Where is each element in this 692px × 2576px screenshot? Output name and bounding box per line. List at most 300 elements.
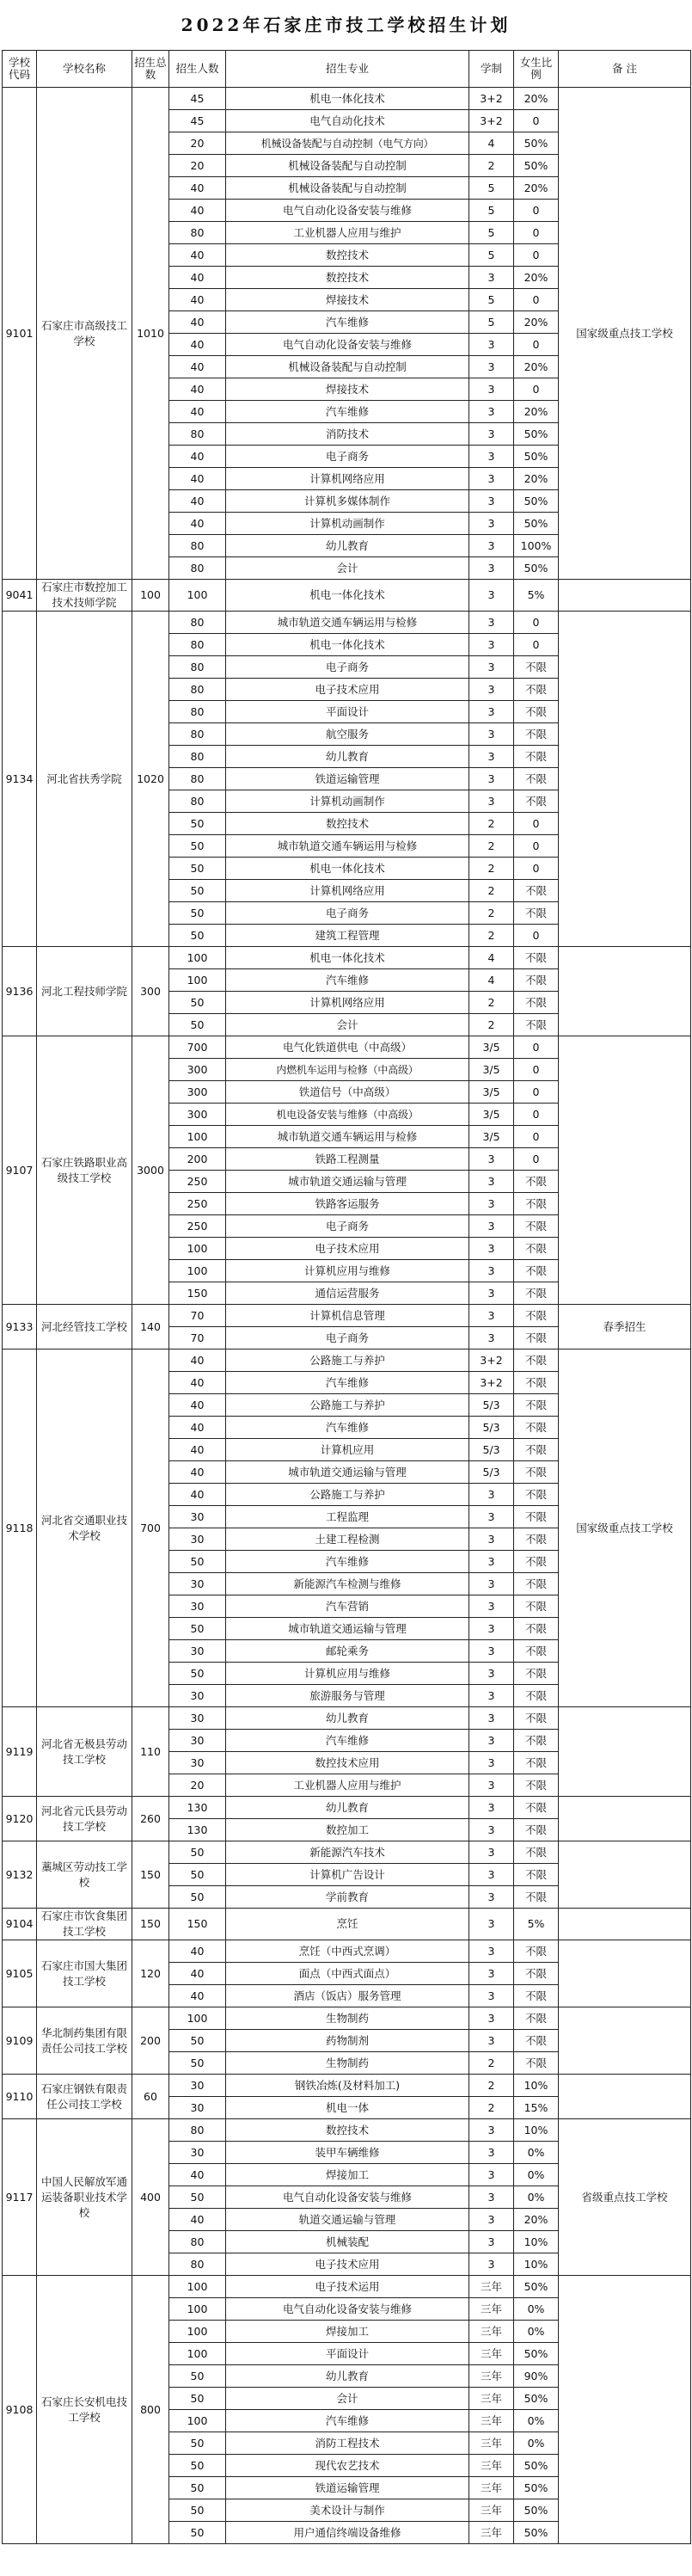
study-years: 3 (469, 1841, 514, 1864)
study-years: 3 (469, 1940, 514, 1963)
study-years: 3 (469, 2164, 514, 2186)
study-years: 3/5 (469, 1104, 514, 1126)
major-name: 铁道运输管理 (226, 2477, 469, 2499)
study-years: 3 (469, 1886, 514, 1909)
study-years: 三年 (469, 2455, 514, 2477)
school-name: 华北制药集团有限责任公司技工学校 (37, 2007, 132, 2075)
major-name: 汽车维修 (226, 311, 469, 334)
major-name: 计算机多媒体制作 (226, 490, 469, 513)
major-name: 土建工程检测 (226, 1528, 469, 1551)
female-ratio: 不限 (514, 746, 559, 768)
major-name: 通信运营服务 (226, 1282, 469, 1305)
study-years: 3 (469, 378, 514, 401)
school-code: 9104 (3, 1909, 37, 1940)
study-years: 5/3 (469, 1461, 514, 1484)
school-code: 9117 (3, 2119, 37, 2276)
enroll-count: 40 (169, 378, 226, 401)
study-years: 3 (469, 634, 514, 656)
school-note: 国家级重点技工学校 (559, 88, 691, 580)
enroll-count: 45 (169, 110, 226, 132)
female-ratio: 5% (514, 580, 559, 612)
female-ratio: 不限 (514, 1774, 559, 1797)
female-ratio: 20% (514, 267, 559, 289)
major-name: 航空服务 (226, 723, 469, 746)
enroll-count: 50 (169, 992, 226, 1014)
study-years: 2 (469, 835, 514, 858)
enroll-count: 50 (169, 2477, 226, 2499)
major-name: 幼儿教育 (226, 535, 469, 557)
major-name: 城市轨道交通车辆运用与检修 (226, 612, 469, 634)
study-years: 3 (469, 1685, 514, 1707)
enroll-count: 50 (169, 1014, 226, 1036)
enroll-count: 300 (169, 1081, 226, 1104)
table-row (3, 1797, 691, 1819)
major-name: 铁路工程测量 (226, 1148, 469, 1171)
female-ratio: 不限 (514, 1484, 559, 1506)
school-total: 400 (132, 2119, 169, 2276)
enroll-count: 100 (169, 947, 226, 969)
school-name: 石家庄铁路职业高级技工学校 (37, 1036, 132, 1305)
enroll-count: 30 (169, 1640, 226, 1663)
header-female: 女生比例 (514, 51, 559, 88)
study-years: 5 (469, 311, 514, 334)
female-ratio: 不限 (514, 679, 559, 701)
female-ratio: 不限 (514, 701, 559, 723)
enroll-count: 50 (169, 1864, 226, 1886)
enroll-count: 100 (169, 2410, 226, 2432)
female-ratio: 0% (514, 2410, 559, 2432)
study-years: 3 (469, 1819, 514, 1841)
female-ratio: 0 (514, 1036, 559, 1059)
school-total: 150 (132, 1841, 169, 1909)
enroll-count: 40 (169, 1349, 226, 1372)
female-ratio: 不限 (514, 1193, 559, 1215)
enroll-count: 40 (169, 1461, 226, 1484)
study-years: 3/5 (469, 1036, 514, 1059)
header-note: 备 注 (559, 51, 691, 88)
study-years: 3 (469, 1327, 514, 1349)
enroll-count: 50 (169, 902, 226, 925)
female-ratio: 不限 (514, 2030, 559, 2052)
study-years: 3+2 (469, 1349, 514, 1372)
school-note: 国家级重点技工学校 (559, 1349, 691, 1707)
school-note (559, 580, 691, 612)
female-ratio: 不限 (514, 1551, 559, 1573)
school-code: 9105 (3, 1940, 37, 2007)
study-years: 3 (469, 2231, 514, 2253)
major-name: 平面设计 (226, 701, 469, 723)
table-body (3, 88, 691, 2544)
enroll-count: 40 (169, 200, 226, 222)
school-name: 河北省无极县劳动技工学校 (37, 1707, 132, 1797)
major-name: 计算机网络应用 (226, 468, 469, 490)
study-years: 3/5 (469, 1059, 514, 1081)
female-ratio: 15% (514, 2097, 559, 2119)
study-years: 三年 (469, 2343, 514, 2365)
study-years: 3 (469, 446, 514, 468)
female-ratio: 0% (514, 2298, 559, 2321)
major-name: 计算机网络应用 (226, 880, 469, 902)
study-years: 3 (469, 1260, 514, 1282)
study-years: 3 (469, 1484, 514, 1506)
female-ratio: 0 (514, 378, 559, 401)
female-ratio: 20% (514, 468, 559, 490)
school-name: 石家庄市数控加工技术技师学院 (37, 580, 132, 612)
enroll-count: 40 (169, 1394, 226, 1417)
enroll-count: 40 (169, 1963, 226, 1985)
enroll-count: 30 (169, 1573, 226, 1595)
table-row (3, 947, 691, 969)
table-row (3, 2119, 691, 2142)
major-name: 新能源汽车技术 (226, 1841, 469, 1864)
major-name: 机电一体化技术 (226, 580, 469, 612)
study-years: 3 (469, 1963, 514, 1985)
female-ratio: 不限 (514, 1305, 559, 1327)
enroll-count: 45 (169, 88, 226, 110)
enroll-count: 80 (169, 746, 226, 768)
enroll-count: 80 (169, 535, 226, 557)
table-row (3, 612, 691, 634)
enroll-count: 100 (169, 2298, 226, 2321)
major-name: 工业机器人应用与维护 (226, 222, 469, 244)
enroll-count: 50 (169, 2030, 226, 2052)
page-title: 2022年石家庄市技工学校招生计划 (181, 15, 511, 35)
school-total: 800 (132, 2276, 169, 2544)
major-name: 城市轨道交通运输与管理 (226, 1171, 469, 1193)
female-ratio: 0 (514, 222, 559, 244)
enroll-count: 50 (169, 1663, 226, 1685)
study-years: 3 (469, 1148, 514, 1171)
enroll-count: 50 (169, 1886, 226, 1909)
school-total: 1020 (132, 612, 169, 947)
female-ratio: 0 (514, 634, 559, 656)
major-name: 电子技术应用 (226, 2253, 469, 2276)
major-name: 消防技术 (226, 423, 469, 446)
study-years: 3 (469, 1752, 514, 1774)
female-ratio: 不限 (514, 1886, 559, 1909)
enroll-count: 40 (169, 244, 226, 267)
enroll-count: 40 (169, 401, 226, 423)
female-ratio: 0 (514, 1126, 559, 1148)
enroll-count: 250 (169, 1215, 226, 1238)
female-ratio: 0 (514, 1148, 559, 1171)
female-ratio: 0 (514, 612, 559, 634)
study-years: 5 (469, 200, 514, 222)
enroll-count: 150 (169, 1909, 226, 1940)
major-name: 汽车维修 (226, 2410, 469, 2432)
enroll-count: 20 (169, 1774, 226, 1797)
major-name: 数控技术 (226, 267, 469, 289)
enroll-count: 20 (169, 155, 226, 177)
female-ratio: 50% (514, 2276, 559, 2298)
major-name: 机电一体 (226, 2097, 469, 2119)
header-major: 招生专业 (226, 51, 469, 88)
study-years: 3 (469, 2142, 514, 2164)
female-ratio: 不限 (514, 1394, 559, 1417)
study-years: 5 (469, 244, 514, 267)
major-name: 数控加工 (226, 1819, 469, 1841)
major-name: 酒店（饭店）服务管理 (226, 1985, 469, 2007)
female-ratio: 不限 (514, 1819, 559, 1841)
major-name: 汽车维修 (226, 401, 469, 423)
major-name: 烹饪 (226, 1909, 469, 1940)
study-years: 2 (469, 2075, 514, 2097)
enroll-count: 300 (169, 1104, 226, 1126)
female-ratio: 20% (514, 356, 559, 378)
female-ratio: 50% (514, 2455, 559, 2477)
major-name: 城市轨道交通车辆运用与检修 (226, 1126, 469, 1148)
major-name: 焊接技术 (226, 289, 469, 311)
female-ratio: 50% (514, 513, 559, 535)
study-years: 3 (469, 1864, 514, 1886)
female-ratio: 不限 (514, 1752, 559, 1774)
enroll-count: 70 (169, 1305, 226, 1327)
enroll-count: 30 (169, 2142, 226, 2164)
school-code: 9134 (3, 612, 37, 947)
enroll-count: 100 (169, 1238, 226, 1260)
enroll-count: 40 (169, 2209, 226, 2231)
study-years: 三年 (469, 2388, 514, 2410)
major-name: 城市轨道交通车辆运用与检修 (226, 835, 469, 858)
study-years: 3 (469, 356, 514, 378)
enroll-count: 100 (169, 580, 226, 612)
school-name: 河北工程技师学院 (37, 947, 132, 1036)
enroll-count: 30 (169, 2097, 226, 2119)
enroll-count: 70 (169, 1327, 226, 1349)
major-name: 新能源汽车检测与维修 (226, 1573, 469, 1595)
enroll-count: 80 (169, 423, 226, 446)
major-name: 铁道信号（中高级） (226, 1081, 469, 1104)
major-name: 铁路客运服务 (226, 1193, 469, 1215)
enroll-count: 50 (169, 2186, 226, 2209)
school-note (559, 612, 691, 947)
female-ratio: 不限 (514, 902, 559, 925)
female-ratio: 不限 (514, 768, 559, 790)
enroll-count: 80 (169, 701, 226, 723)
enroll-count: 80 (169, 612, 226, 634)
major-name: 电子商务 (226, 1327, 469, 1349)
major-name: 电气自动化技术 (226, 110, 469, 132)
enroll-count: 50 (169, 2432, 226, 2455)
study-years: 3 (469, 401, 514, 423)
enroll-count: 40 (169, 1940, 226, 1963)
school-name: 藁城区劳动技工学校 (37, 1841, 132, 1909)
study-years: 4 (469, 132, 514, 155)
enroll-count: 80 (169, 790, 226, 813)
major-name: 学前教育 (226, 1886, 469, 1909)
enroll-count: 50 (169, 2365, 226, 2388)
header-count: 招生人数 (169, 51, 226, 88)
major-name: 机电一体化技术 (226, 634, 469, 656)
major-name: 幼儿教育 (226, 2365, 469, 2388)
study-years: 3 (469, 1774, 514, 1797)
school-note (559, 1841, 691, 1909)
header-total: 招生总数 (132, 51, 169, 88)
school-name: 石家庄市饮食集团技工学校 (37, 1909, 132, 1940)
female-ratio: 不限 (514, 1985, 559, 2007)
female-ratio: 不限 (514, 1707, 559, 1730)
school-note (559, 1707, 691, 1797)
school-total: 120 (132, 1940, 169, 2007)
female-ratio: 不限 (514, 656, 559, 679)
female-ratio: 5% (514, 1909, 559, 1940)
school-total: 200 (132, 2007, 169, 2075)
table-row (3, 580, 691, 612)
female-ratio: 不限 (514, 1940, 559, 1963)
major-name: 铁道运输管理 (226, 768, 469, 790)
female-ratio: 20% (514, 88, 559, 110)
major-name: 轨道交通运输与管理 (226, 2209, 469, 2231)
female-ratio: 0% (514, 2142, 559, 2164)
enroll-count: 30 (169, 1730, 226, 1752)
study-years: 3 (469, 2253, 514, 2276)
female-ratio: 20% (514, 2209, 559, 2231)
study-years: 3 (469, 2030, 514, 2052)
female-ratio: 10% (514, 2231, 559, 2253)
major-name: 汽车维修 (226, 1417, 469, 1439)
study-years: 3 (469, 1171, 514, 1193)
table-row (3, 1707, 691, 1730)
enroll-count: 40 (169, 267, 226, 289)
female-ratio: 不限 (514, 1014, 559, 1036)
study-years: 3 (469, 701, 514, 723)
school-total: 150 (132, 1909, 169, 1940)
school-code: 9041 (3, 580, 37, 612)
major-name: 平面设计 (226, 2343, 469, 2365)
major-name: 会计 (226, 557, 469, 580)
major-name: 计算机信息管理 (226, 1305, 469, 1327)
school-name: 河北经管技工学校 (37, 1305, 132, 1349)
enroll-count: 80 (169, 723, 226, 746)
study-years: 2 (469, 992, 514, 1014)
table-row (3, 1036, 691, 1059)
major-name: 幼儿教育 (226, 746, 469, 768)
major-name: 生物制药 (226, 2007, 469, 2030)
school-code: 9118 (3, 1349, 37, 1707)
study-years: 2 (469, 925, 514, 947)
major-name: 焊接技术 (226, 378, 469, 401)
major-name: 内燃机车运用与检修（中高级） (226, 1059, 469, 1081)
enroll-count: 40 (169, 1484, 226, 1506)
major-name: 公路施工与养护 (226, 1484, 469, 1506)
female-ratio: 不限 (514, 1841, 559, 1864)
study-years: 3 (469, 2119, 514, 2142)
female-ratio: 不限 (514, 2007, 559, 2030)
school-note (559, 2075, 691, 2119)
enroll-count: 40 (169, 1985, 226, 2007)
study-years: 三年 (469, 2432, 514, 2455)
study-years: 三年 (469, 2321, 514, 2343)
female-ratio: 不限 (514, 1327, 559, 1349)
enroll-count: 50 (169, 1841, 226, 1864)
study-years: 3 (469, 2007, 514, 2030)
study-years: 3 (469, 1193, 514, 1215)
major-name: 计算机应用与维修 (226, 1663, 469, 1685)
female-ratio: 0 (514, 289, 559, 311)
female-ratio: 20% (514, 311, 559, 334)
school-name: 石家庄市高级技工学校 (37, 88, 132, 580)
table-row (3, 1909, 691, 1940)
table-row (3, 88, 691, 110)
school-note (559, 1797, 691, 1841)
major-name: 机电一体化技术 (226, 947, 469, 969)
school-note (559, 2276, 691, 2544)
school-name: 石家庄市国大集团技工学校 (37, 1940, 132, 2007)
study-years: 5/3 (469, 1439, 514, 1461)
study-years: 3 (469, 1528, 514, 1551)
enroll-count: 50 (169, 2455, 226, 2477)
study-years: 2 (469, 2052, 514, 2075)
female-ratio: 不限 (514, 1963, 559, 1985)
header-years: 学制 (469, 51, 514, 88)
study-years: 5 (469, 222, 514, 244)
study-years: 3 (469, 790, 514, 813)
major-name: 电气自动化设备安装与维修 (226, 200, 469, 222)
major-name: 消防工程技术 (226, 2432, 469, 2455)
study-years: 3 (469, 723, 514, 746)
major-name: 焊接加工 (226, 2164, 469, 2186)
major-name: 建筑工程管理 (226, 925, 469, 947)
study-years: 3 (469, 1573, 514, 1595)
female-ratio: 50% (514, 2522, 559, 2544)
school-code: 9109 (3, 2007, 37, 2075)
study-years: 5 (469, 289, 514, 311)
major-name: 机械设备装配与自动控制 (226, 155, 469, 177)
school-total: 110 (132, 1707, 169, 1797)
enroll-count: 100 (169, 2321, 226, 2343)
major-name: 电气自动化设备安装与维修 (226, 334, 469, 356)
study-years: 3/5 (469, 1081, 514, 1104)
school-total: 100 (132, 580, 169, 612)
enroll-count: 50 (169, 2388, 226, 2410)
female-ratio: 0 (514, 1104, 559, 1126)
major-name: 用户通信终端设备维修 (226, 2522, 469, 2544)
major-name: 计算机网络应用 (226, 992, 469, 1014)
major-name: 焊接加工 (226, 2321, 469, 2343)
female-ratio: 0% (514, 2432, 559, 2455)
female-ratio: 不限 (514, 1349, 559, 1372)
female-ratio: 不限 (514, 1595, 559, 1618)
enroll-count: 100 (169, 969, 226, 992)
study-years: 3 (469, 768, 514, 790)
study-years: 3 (469, 490, 514, 513)
female-ratio: 90% (514, 2365, 559, 2388)
female-ratio: 50% (514, 557, 559, 580)
enroll-count: 100 (169, 2007, 226, 2030)
school-name: 中国人民解放军通运装备职业技术学校 (37, 2119, 132, 2276)
study-years: 三年 (469, 2522, 514, 2544)
major-name: 计算机动画制作 (226, 790, 469, 813)
study-years: 5/3 (469, 1417, 514, 1439)
enroll-count: 30 (169, 2075, 226, 2097)
enroll-count: 40 (169, 356, 226, 378)
enroll-count: 130 (169, 1797, 226, 1819)
female-ratio: 不限 (514, 1528, 559, 1551)
major-name: 计算机应用与维修 (226, 1260, 469, 1282)
enroll-count: 30 (169, 1528, 226, 1551)
female-ratio: 20% (514, 177, 559, 200)
enroll-count: 80 (169, 768, 226, 790)
enroll-count: 250 (169, 1193, 226, 1215)
study-years: 3 (469, 2209, 514, 2231)
major-name: 电子技术应用 (226, 1238, 469, 1260)
enroll-count: 40 (169, 468, 226, 490)
school-note (559, 1940, 691, 2007)
table-row (3, 2276, 691, 2298)
school-code: 9119 (3, 1707, 37, 1797)
major-name: 汽车营销 (226, 1595, 469, 1618)
enroll-count: 30 (169, 1506, 226, 1528)
